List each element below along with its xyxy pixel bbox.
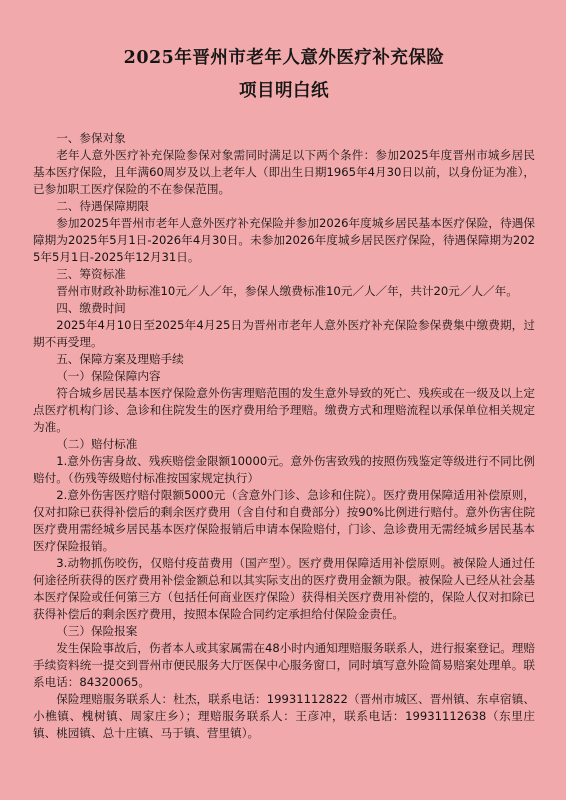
subsection-heading-compensation: （二）赔付标准 [56, 437, 138, 451]
section-heading-funding: 三、筹资标准 [56, 267, 126, 281]
paragraph-payment-time: 2025年4月10日至2025年4月25日为晋州市老年人意外医疗补充保险参保费集中缴费期，过期不再受理。 [33, 318, 535, 349]
subsection-heading-report: （三）保险报案 [56, 624, 138, 638]
document-body [33, 130, 535, 742]
section-heading-coverage-period: 二、待遇保障期限 [56, 199, 149, 213]
paragraph-coverage-period: 参加2025年晋州市老年人意外医疗补充保险并参加2026年度城乡居民基本医疗保险，待遇保障期为2025年5月1日-2026年4月30日。未参加2026年度城乡居民医疗保险，待遇保障期为2025年5月1日-2025年12月31日。 [33, 216, 535, 264]
section-heading-claims: 五、保障方案及理赔手续 [56, 352, 184, 366]
section-heading-payment-time: 四、缴费时间 [56, 301, 126, 315]
paragraph-coverage-content: 符合城乡居民基本医疗保险意外伤害理赔范围的发生意外导致的死亡、残疾或在一级及以上定点医疗机构门诊、急诊和住院发生的医疗费用给予理赔。缴费方式和理赔流程以承保单位相关规定为准。 [33, 386, 535, 434]
subsection-heading-coverage-content: （一）保险保障内容 [56, 369, 161, 383]
paragraph-eligibility: 老年人意外医疗补充保险参保对象需同时满足以下两个条件：参加2025年度晋州市城乡居民基本医疗保险，且年满60周岁及以上老年人（即出生日期1965年4月30日以前，以身份证为准），已参加职工医疗保险的不在参保范围。 [33, 148, 535, 196]
paragraph-contacts: 保险理赔服务联系人：杜杰，联系电话：19931112822（晋州市城区、晋州镇、东卓宿镇、小樵镇、槐树镇、周家庄乡）；理赔服务联系人：王彦冲，联系电话：19931112638（东里庄镇、桃园镇、总十庄镇、马于镇、营里镇）。 [33, 692, 535, 740]
document-title-line-1: 2025年晋州市老年人意外医疗补充保险 [123, 48, 445, 68]
paragraph-compensation-medical: 2.意外伤害医疗赔付限额5000元（含意外门诊、急诊和住院）。医疗费用保障适用补偿原则，仅对扣除已获得补偿后的剩余医疗费用（含自付和自费部分）按90%比例进行赔付。意外伤害住院医疗费用需经城乡居民基本医疗保险报销后申请本保险赔付，门诊、急诊费用无需经城乡居民基本医疗保险报销。 [33, 488, 535, 553]
paragraph-compensation-death-disability: 1.意外伤害身故、残疾赔偿金限额10000元。意外伤害致残的按照伤残鉴定等级进行不同比例赔付。（伤残等级赔付标准按国家规定执行） [33, 454, 535, 485]
section-heading-eligibility: 一、参保对象 [56, 131, 126, 145]
paragraph-funding: 晋州市财政补助标准10元／人／年，参保人缴费标准10元／人／年，共计20元／人／年。 [56, 284, 518, 298]
paragraph-report: 发生保险事故后，伤者本人或其家属需在48小时内通知理赔服务联系人，进行报案登记。理赔手续资料统一提交到晋州市便民服务大厅医保中心服务窗口，同时填写意外险简易赔案处理单。联系电话：84320065。 [33, 641, 535, 689]
paragraph-compensation-animal-bite: 3.动物抓伤咬伤，仅赔付疫苗费用（国产型）。医疗费用保障适用补偿原则。被保险人通过任何途径所获得的医疗费用补偿金额总和以其实际支出的医疗费用金额为限。被保险人已经从社会基本医疗保险或任何第三方（包括任何商业医疗保险）获得相关医疗费用补偿的，保险人仅对扣除已获得补偿后的剩余医疗费用，按照本保险合同约定承担给付保险金责任。 [33, 556, 535, 621]
document-title-line-2: 项目明白纸 [239, 81, 329, 101]
